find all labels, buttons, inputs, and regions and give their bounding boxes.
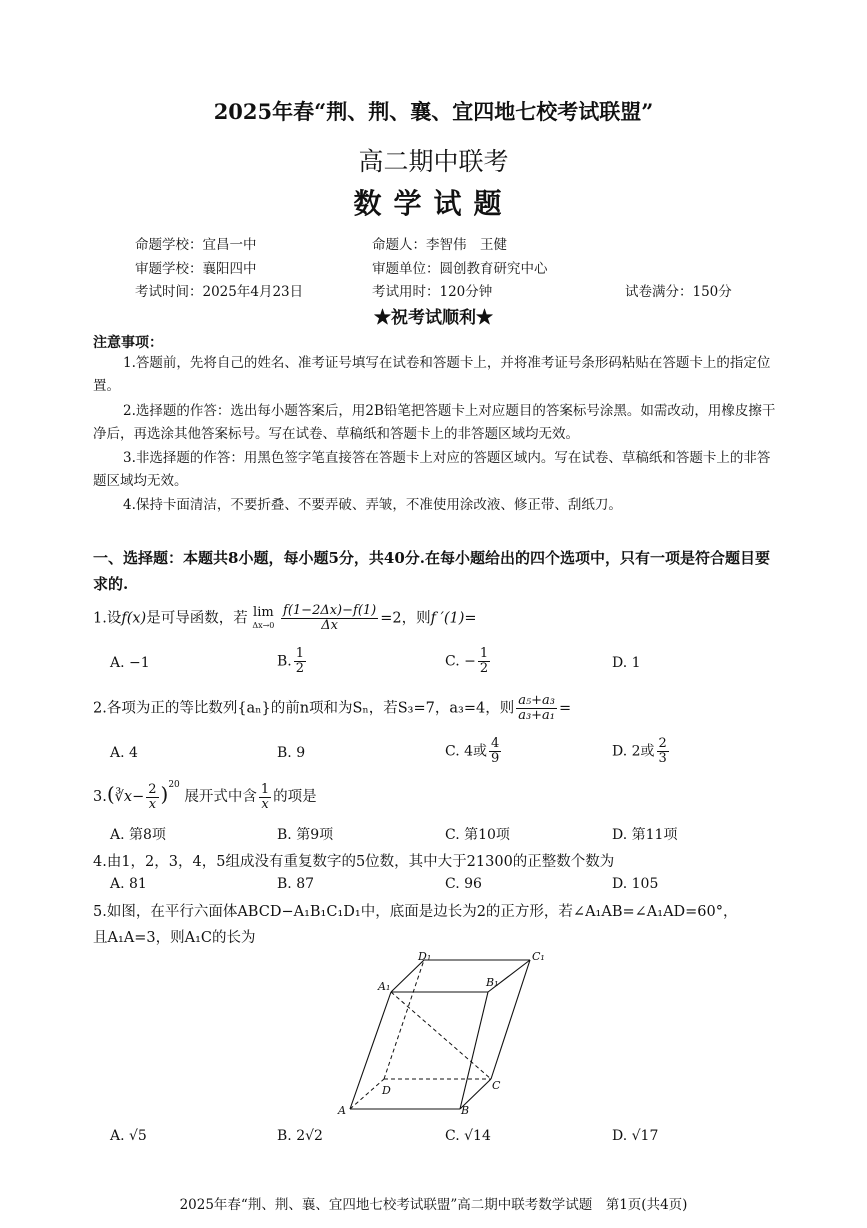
q1-den: Δx	[321, 618, 338, 633]
exam-duration: 考试用时：120分钟	[372, 284, 493, 300]
label-b1: B₁	[486, 976, 499, 989]
shenti-unit: 审题单位：圆创教育研究中心	[372, 261, 548, 277]
shenti-school: 审题学校：襄阳四中	[135, 261, 257, 277]
q3-option-a: A. 第8项	[110, 827, 166, 843]
q2-option-d	[612, 737, 671, 766]
notice-item-2: 2.选择题的作答：选出每小题答案后，用2B铅笔把答题卡上对应题目的答案标号涂黑。如需改动，用橡皮擦干净后，再选涂其他答案标号。写在试卷、草稿纸和答题卡上的非答题区域均无效。	[93, 403, 776, 442]
q1-c-num: 1	[479, 646, 489, 661]
label-b: B	[461, 1104, 470, 1116]
q1-post: =2，则	[380, 610, 431, 627]
q3-post: 的项是	[273, 789, 317, 805]
parallelepiped-diagram	[336, 946, 556, 1116]
question-5-line-2: 且A₁A=3，则A₁C的长为	[93, 930, 256, 946]
q4-option-a: A. 81	[110, 876, 147, 892]
mingti-school: 命题学校：宜昌一中	[135, 237, 257, 253]
q1-c-label: C. −	[445, 653, 476, 670]
edge-dd1-hidden	[384, 960, 424, 1079]
q3-term-den: x	[261, 796, 269, 812]
q3-mid: 展开式中含	[184, 789, 257, 805]
exam-subtitle: 高二期中联考	[358, 147, 509, 176]
q1-fraction	[281, 604, 378, 633]
mingti-person: 命题人：李智伟 王健	[372, 237, 507, 253]
q3-close-paren: )	[160, 782, 169, 806]
q1-b-num: 1	[295, 646, 305, 661]
q5-option-a: A. √5	[110, 1128, 147, 1144]
label-d: D	[382, 1084, 391, 1097]
q1-c-den: 2	[479, 661, 489, 676]
q2-d-den: 3	[658, 751, 667, 766]
notice-item-1: 1.答题前，先将自己的姓名、准考证号填写在试卷和答题卡上，并将准考证号条形码粘贴在答题卡上的指定位置。	[93, 355, 771, 394]
q1-option-c	[445, 647, 492, 676]
q1-fx: f(x)	[121, 610, 147, 627]
q2-option-a: A. 4	[110, 745, 138, 761]
q3-inner-frac	[146, 783, 158, 812]
q1-prefix: 1.设	[93, 610, 122, 627]
q3-minus: −	[132, 789, 145, 805]
q2-d-label: D. 2或	[612, 743, 655, 760]
q2-option-b: B. 9	[277, 745, 306, 761]
q1-b-frac	[294, 647, 306, 676]
q1-limit	[252, 606, 274, 632]
q3-power: 20	[168, 780, 180, 791]
q2-num: a₅+a₃	[518, 693, 556, 708]
q1-b-den: 2	[295, 661, 305, 676]
notice-heading: 注意事项：	[93, 335, 163, 351]
question-3	[93, 782, 317, 812]
q1-num: f(1−2Δx)−f(1)	[283, 603, 377, 618]
q1-b-label: B.	[277, 653, 292, 670]
q1-c-frac	[478, 647, 490, 676]
q4-option-b: B. 87	[277, 876, 315, 892]
exam-alliance-title: 2025年春“荆、荆、襄、宜四地七校考试联盟”	[213, 99, 654, 124]
q3-option-d: D. 第11项	[612, 827, 678, 843]
q1-ask: f ′(1)=	[430, 610, 477, 627]
q3-option-c: C. 第10项	[445, 827, 510, 843]
q2-c-den: 9	[491, 751, 500, 766]
q3-term-frac	[259, 783, 271, 812]
label-d1: D₁	[418, 950, 432, 963]
exam-date: 考试时间：2025年4月23日	[135, 284, 304, 300]
q3-root: ∛x	[114, 789, 133, 805]
q5-option-b: B. 2√2	[277, 1128, 323, 1144]
label-a1: A₁	[378, 980, 391, 993]
q4-option-c: C. 96	[445, 876, 482, 892]
label-c1: C₁	[532, 950, 545, 963]
q2-fraction	[516, 694, 557, 723]
question-5-line-1: 5.如图，在平行六面体ABCD−A₁B₁C₁D₁中，底面是边长为2的正方形，若∠A₁AB=∠A₁AD=60°，	[93, 904, 738, 920]
q3-option-b: B. 第9项	[277, 827, 334, 843]
q4-option-d: D. 105	[612, 876, 659, 892]
q3-term-num: 1	[260, 781, 270, 797]
q2-c-label: C. 4或	[445, 743, 488, 760]
q1-option-d: D. 1	[612, 655, 641, 671]
q1-mid: 是可导函数，若	[146, 610, 248, 627]
diagonal-a1c-hidden	[391, 992, 491, 1079]
q2-c-num: 4	[491, 736, 500, 751]
notice-item-4: 4.保持卡面清洁，不要折叠、不要弄破、弄皱，不准使用涂改液、修正带、刮纸刀。	[123, 497, 622, 513]
paper-title: 数学试题	[353, 187, 514, 220]
q3-inner-num: 2	[148, 781, 157, 797]
label-c: C	[492, 1079, 501, 1092]
q3-inner-den: x	[148, 796, 157, 812]
page-footer: 2025年春“荆、荆、襄、宜四地七校考试联盟”高二期中联考数学试题 第1页(共4页)	[179, 1197, 688, 1213]
q1-option-b	[277, 647, 308, 676]
edge-bb1	[460, 992, 488, 1109]
question-4: 4.由1，2，3，4，5组成没有重复数字的5位数，其中大于21300的正整数个数为	[93, 854, 615, 870]
question-2	[93, 694, 571, 723]
q1-lim-sub: Δx→0	[252, 620, 275, 630]
q1-lim: lim	[253, 604, 274, 620]
full-score: 试卷满分：150分	[625, 284, 732, 300]
notice-item-3: 3.非选择题的作答：用黑色签字笔直接答在答题卡上对应的答题区域内。写在试卷、草稿纸和答题卡上的非答题区域均无效。	[93, 450, 771, 489]
q2-d-frac	[657, 737, 669, 766]
q2-d-num: 2	[658, 736, 667, 751]
q1-option-a: A. −1	[110, 655, 150, 671]
q2-option-c	[445, 737, 503, 766]
q2-c-frac	[489, 737, 501, 766]
q3-prefix: 3.	[93, 789, 107, 805]
q5-option-d: D. √17	[612, 1128, 659, 1144]
question-1	[93, 604, 477, 633]
q2-text: 2.各项为正的等比数列{aₙ}的前n项和为Sₙ，若S₃=7，a₃=4，则	[93, 700, 515, 717]
section-heading-choice: 一、选择题：本题共8小题，每小题5分，共40分.在每小题给出的四个选项中，只有一项是符合题目要求的.	[93, 549, 770, 593]
q2-den: a₃+a₁	[518, 708, 556, 723]
label-a: A	[338, 1104, 346, 1116]
q2-post: =	[559, 700, 572, 717]
q3-open-paren: (	[106, 782, 115, 806]
good-luck-banner: ★祝考试顺利★	[374, 308, 493, 328]
q5-option-c: C. √14	[445, 1128, 491, 1144]
